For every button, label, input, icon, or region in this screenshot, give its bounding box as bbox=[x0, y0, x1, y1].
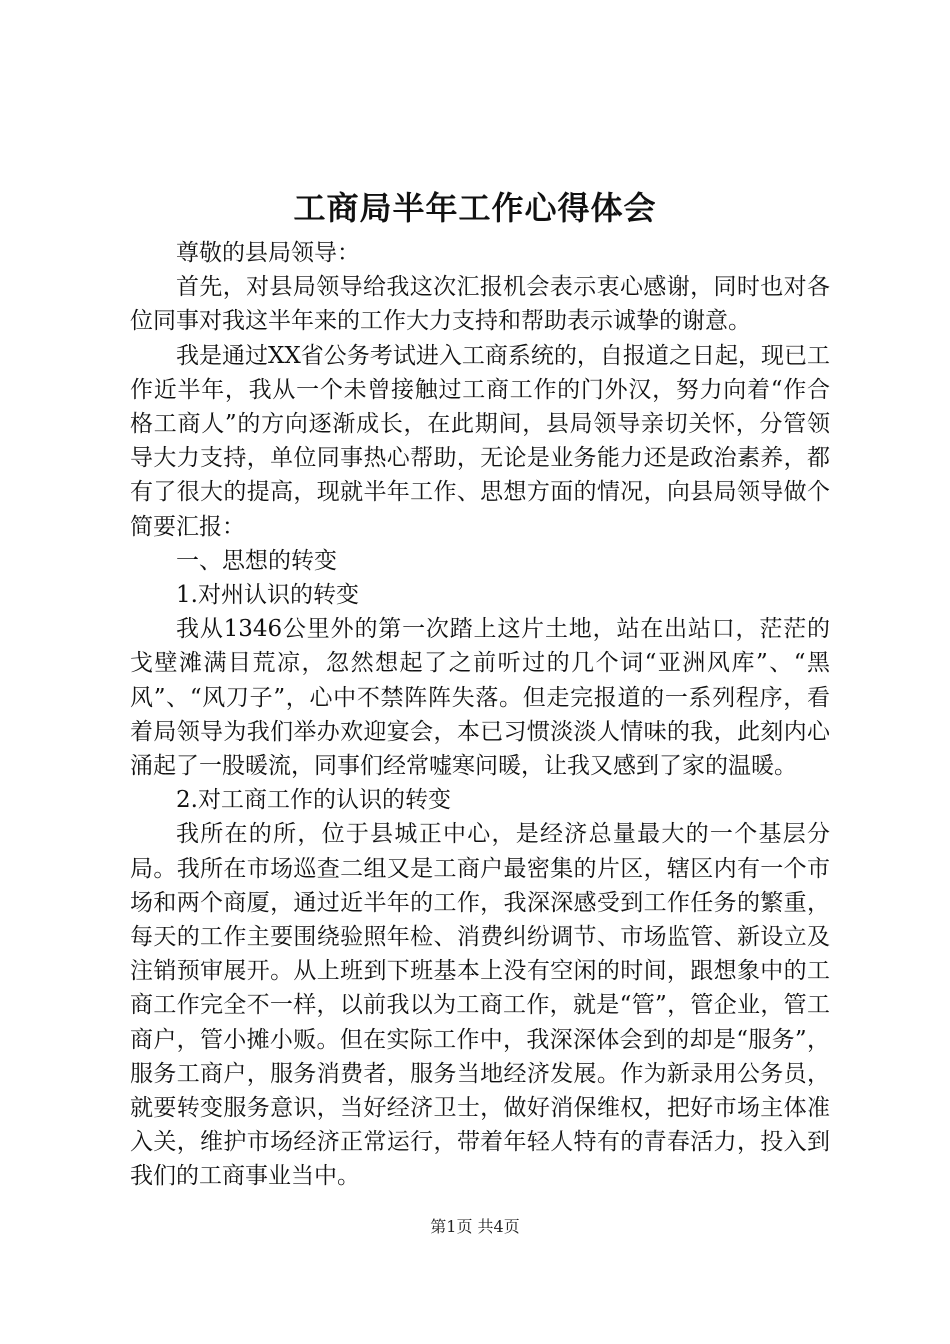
document-title: 工商局半年工作心得体会 bbox=[293, 189, 657, 227]
paragraph-salutation: 尊敬的县局领导： bbox=[176, 240, 360, 266]
paragraph-work: 我所在的所，位于县城正中心，是经济总量最大的一个基层分局。我所在市场巡查二组又是工商户最密集的片区，辖区内有一个市场和两个商厦，通过近半年的工作，我深深感受到工作任务的繁重，每天的工作主要围绕验照年检、消费纠纷调节、市场监管、新设立及注销预审展开。从上班到下班基本上没有空闲的时间，跟想象中的工商工作完全不一样，以前我以为工商工作，就是“管”，管企业，管工商户，管小摊小贩。但在实际工作中，我深深体会到的却是“服务”，服务工商户，服务消费者，服务当地经济发展。作为新录用公务员，就要转变服务意识，当好经济卫士，做好消保维权，把好市场主体准入关，维护市场经济正常运行，带着年轻人特有的青春活力，投入到我们的工商事业当中。 bbox=[130, 821, 830, 1190]
document-body bbox=[130, 236, 830, 1194]
subsection-heading-prefecture: 1.对州认识的转变 bbox=[176, 582, 359, 609]
subsection-heading-work: 2.对工商工作的认识的转变 bbox=[176, 787, 451, 814]
section-heading-thought-change: 一、思想的转变 bbox=[176, 547, 337, 574]
paragraph-introduction: 我是通过XX省公务考试进入工商系统的，自报道之日起，现已工作近半年，我从一个未曾接触过工商工作的门外汉，努力向着“作合格工商人”的方向逐渐成长，在此期间，县局领导亲切关怀，分管领导大力支持，单位同事热心帮助，无论是业务能力还是政治素养，都有了很大的提高，现就半年工作、思想方面的情况，向县局领导做个简要汇报： bbox=[130, 342, 830, 540]
paragraph-prefecture: 我从1346公里外的第一次踏上这片土地，站在出站口，茫茫的戈壁滩满目荒凉，忽然想起了之前听过的几个词“亚洲风库”、“黑风”、“风刀子”，心中不禁阵阵失落。但走完报道的一系列程序，看着局领导为我们举办欢迎宴会，本已习惯淡淡人情味的我，此刻内心涌起了一股暖流，同事们经常嘘寒问暖，让我又感到了家的温暖。 bbox=[130, 616, 830, 780]
page-number-footer: 第1页 共4页 bbox=[430, 1217, 520, 1236]
paragraph-thanks: 首先，对县局领导给我这次汇报机会表示衷心感谢，同时也对各位同事对我这半年来的工作大力支持和帮助表示诚挚的谢意。 bbox=[130, 274, 830, 335]
